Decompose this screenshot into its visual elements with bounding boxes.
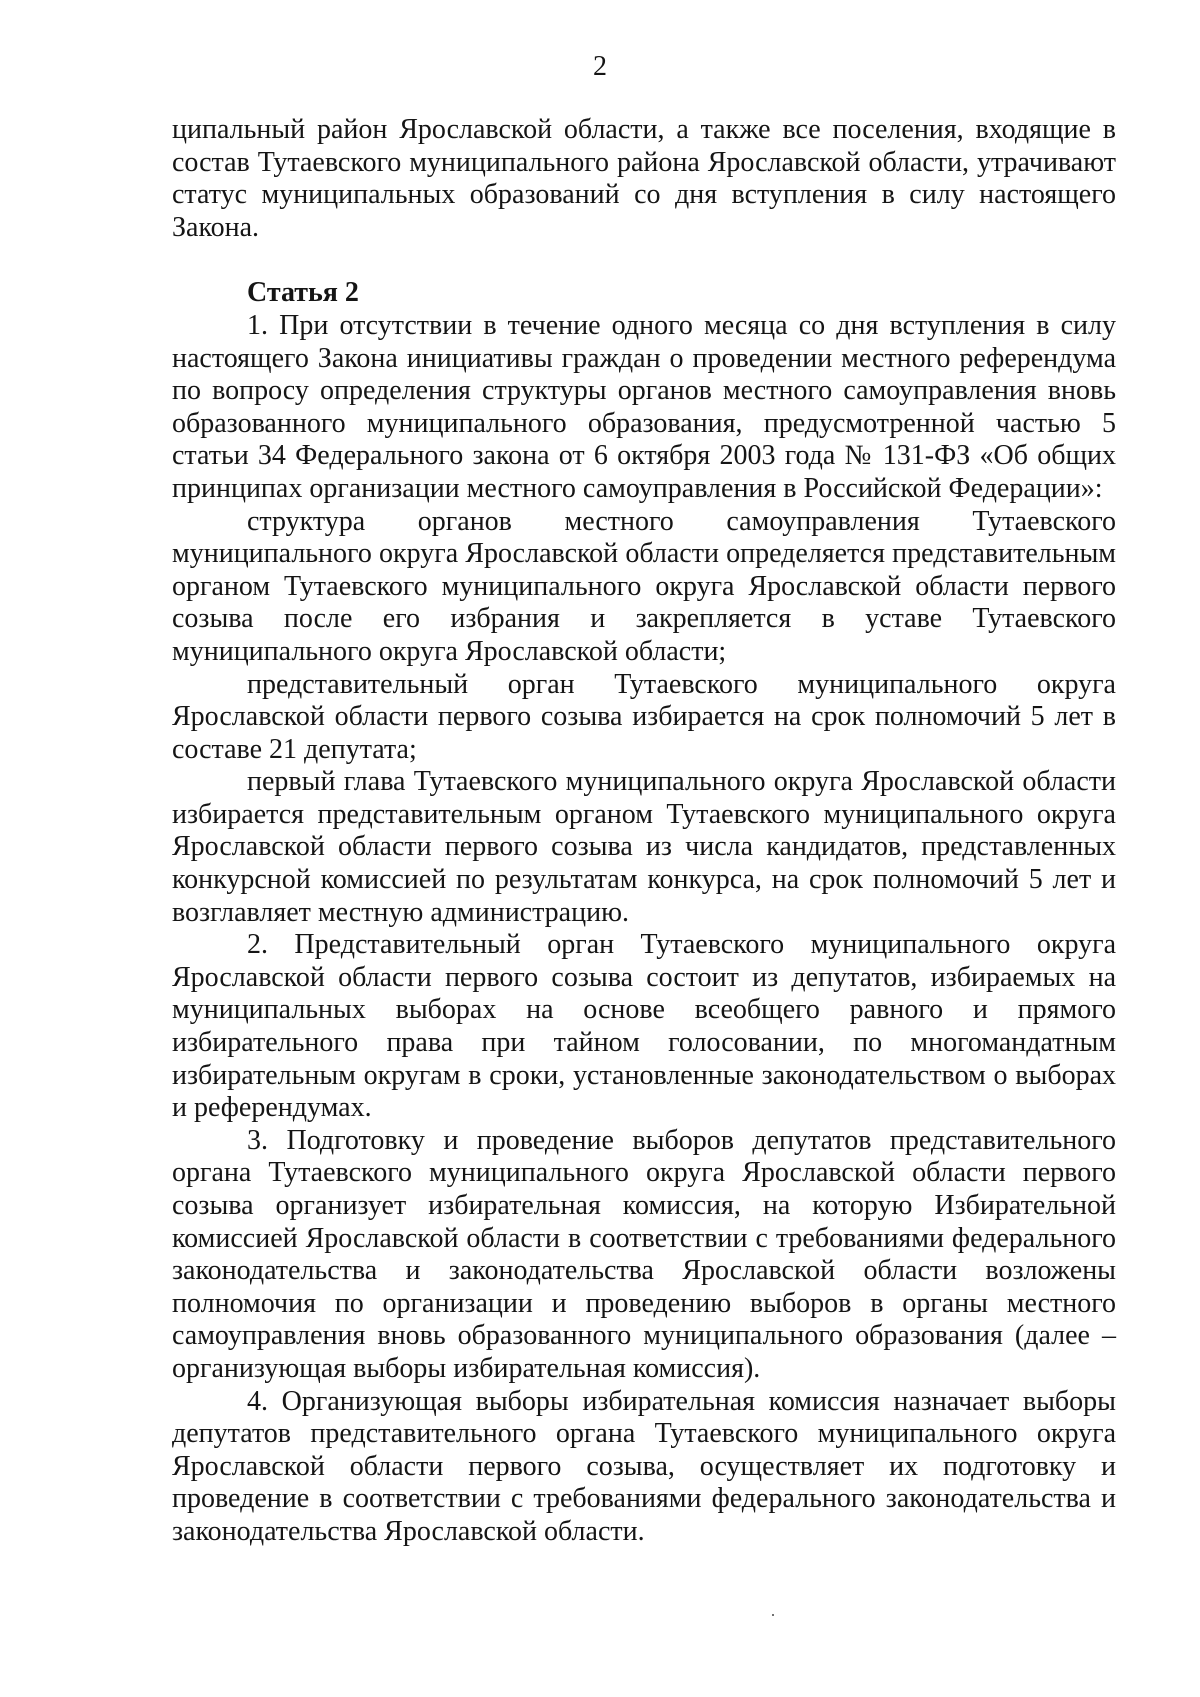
article-paragraph-7: 4. Организующая выборы избирательная комиссия назначает выборы депутатов представительного органа Тутаевского муниципального округа Ярославской области первого созыва, осуществляет их подготовку и проведение в соответствии с требованиями федерального законодательства и законодательства Ярославской области. [172, 1385, 1116, 1547]
intro-paragraph: ципальный район Ярославской области, а также все поселения, входящие в состав Тутаевского муниципального района Ярославской области, утрачивают статус муниципальных образований со дня вступления в силу настоящего Закона. [172, 114, 1116, 243]
article-title: Статья 2 [247, 277, 359, 309]
scan-speck [772, 1614, 774, 1616]
page-number: 2 [593, 51, 607, 82]
document-body [172, 114, 1116, 1549]
article-paragraph-4: первый глава Тутаевского муниципального округа Ярославской области избирается представительным органом Тутаевского муниципального округа Ярославской области первого созыва из числа кандидатов, представленных конкурсной комиссией по результатам конкурса, на срок полномочий 5 лет и возглавляет местную администрацию. [172, 766, 1116, 928]
article-paragraph-2: структура органов местного самоуправления Тутаевского муниципального округа Ярославской области определяется представительным органом Тутаевского муниципального округа Ярославской области первого созыва после его избрания и закрепляется в уставе Тутаевского муниципального округа Ярославской области; [172, 505, 1116, 667]
article-paragraph-6: 3. Подготовку и проведение выборов депутатов представительного органа Тутаевского муниципального округа Ярославской области первого созыва организует избирательная комиссия, на которую Избирательной комиссией Ярославской области в соответствии с требованиями федерального законодательства и законодательства Ярославской области возложены полномочия по организации и проведению выборов в органы местного самоуправления вновь образованного муниципального образования (далее – организующая выборы избирательная комиссия). [172, 1124, 1116, 1384]
article-paragraph-1: 1. При отсутствии в течение одного месяца со дня вступления в силу настоящего Закона инициативы граждан о проведении местного референдума по вопросу определения структуры органов местного самоуправления вновь образованного муниципального образования, предусмотренной частью 5 статьи 34 Федерального закона от 6 октября 2003 года № 131-ФЗ «Об общих принципах организации местного самоуправления в Российской Федерации»: [172, 309, 1116, 504]
article-paragraph-5: 2. Представительный орган Тутаевского муниципального округа Ярославской области первого созыва состоит из депутатов, избираемых на муниципальных выборах на основе всеобщего равного и прямого избирательного права при тайном голосовании, по многомандатным избирательным округам в сроки, установленные законодательством о выборах и референдумах. [172, 929, 1116, 1124]
article-paragraph-3: представительный орган Тутаевского муниципального округа Ярославской области первого созыва избирается на срок полномочий 5 лет в составе 21 депутата; [172, 668, 1116, 765]
